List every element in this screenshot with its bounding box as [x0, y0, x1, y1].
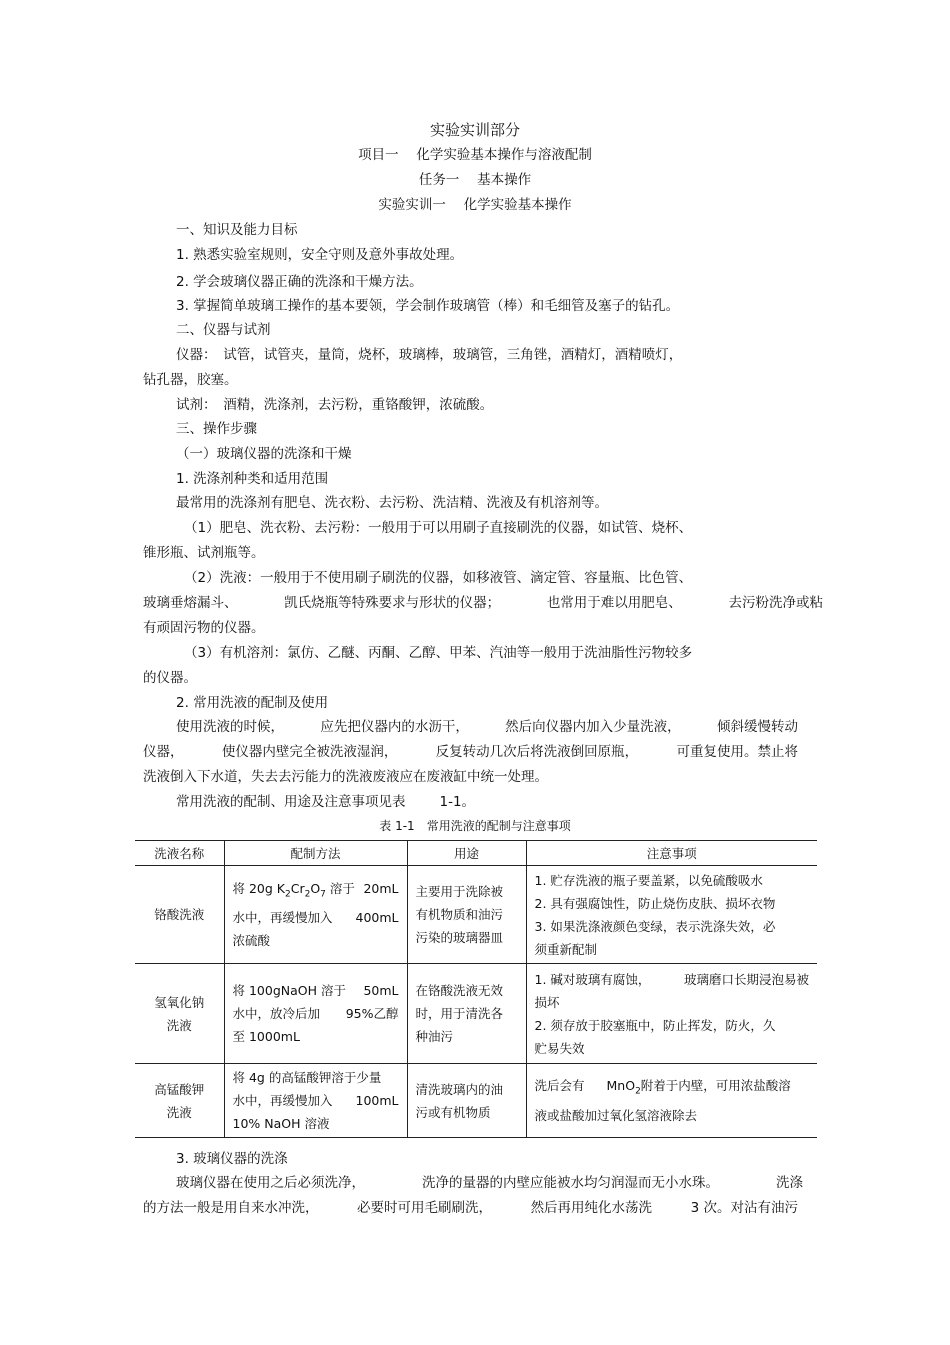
text-line: 1. 贮存洗液的瓶子要盖紧，以免硫酸吸水 [534, 872, 763, 888]
text-span: 将 100gNaOH 溶于 [232, 983, 346, 998]
text-line: 时，用于清洗各 [415, 1006, 504, 1021]
text-line: 有机物质和油污 [415, 907, 504, 922]
text-line: 液或盐酸加过氧化氢溶液除去 [534, 1107, 698, 1123]
text-span: 去污粉洗净或粘 [728, 595, 823, 611]
text-line: 10% NaOH 溶液 [232, 1116, 330, 1131]
paragraph-line: 有顽固污物的仪器。 [143, 620, 265, 636]
paragraph-line: 最常用的洗涤剂有肥皂、洗衣粉、去污粉、洗洁精、洗液及有机溶剂等。 [176, 495, 608, 511]
text-span: 必要时可用毛刷刷洗， [357, 1200, 493, 1216]
solution-name: 氢氧化钠 洗液 [135, 964, 224, 1064]
table-caption: 表 1-1 常用洗液的配制与注意事项 [379, 819, 571, 833]
text-line: 2. 具有强腐蚀性，防止烧伤皮肤、损坏衣物 [534, 895, 776, 911]
text-span: 常用洗液的配制、用途及注意事项见表 [176, 794, 406, 810]
text-span: 洗净的量器的内壁应能被水均匀润湿而无小水珠。 [422, 1175, 719, 1191]
notes-cell [526, 964, 817, 1064]
text-span: 凯氏烧瓶等特殊要求与形状的仪器； [284, 595, 501, 611]
text-span: 也常用于难以用肥皂、 [546, 595, 682, 611]
text-span: 水中，放冷后加 [232, 1006, 321, 1021]
table-row [135, 866, 817, 964]
section-heading: 二、仪器与试剂 [176, 322, 271, 338]
step-title: 2. 常用洗液的配制及使用 [176, 695, 329, 711]
column-header: 用途 [407, 841, 526, 866]
usage-cell [407, 866, 526, 964]
text-line: 种油污 [415, 1029, 454, 1044]
objective-item: 2. 学会玻璃仪器正确的洗涤和干燥方法。 [176, 274, 423, 290]
column-header: 洗液名称 [135, 841, 224, 866]
objective-item: 3. 掌握简单玻璃工操作的基本要领，学会制作玻璃管（棒）和毛细管及塞子的钻孔。 [176, 298, 680, 314]
paragraph-line: （2）洗液：一般用于不使用刷子刷洗的仪器，如移液管、滴定管、容量瓶、比色管、 [184, 570, 693, 586]
column-header: 配制方法 [224, 841, 407, 866]
text-span: 仪器， [143, 744, 184, 760]
preparation-cell [224, 1064, 407, 1138]
text-line: 将 4g 的高锰酸钾溶于少量 [232, 1070, 382, 1085]
table-header-row [135, 841, 817, 866]
text-span: 20mL [363, 880, 399, 896]
instruments-line: 钻孔器，胶塞。 [143, 372, 238, 388]
text-span: 应先把仪器内的水沥干， [320, 719, 469, 735]
paragraph-line: 锥形瓶、试剂瓶等。 [143, 545, 265, 561]
paragraph-line [176, 1174, 803, 1192]
training-title: 实验实训一 化学实验基本操作 [378, 197, 572, 213]
table-ref: 1-1。 [439, 794, 476, 810]
task-title: 任务一 基本操作 [418, 172, 532, 188]
paragraph-line: （3）有机溶剂：氯仿、乙醚、丙酮、乙醇、甲苯、汽油等一般用于洗油脂性污物较多 [184, 645, 693, 661]
text-span: 水中，再缓慢加入 [232, 910, 333, 926]
preparation-cell [224, 964, 407, 1064]
text-line: 在铬酸洗液无效 [415, 983, 504, 998]
text-line: 损坏 [534, 994, 560, 1010]
text-line [233, 906, 399, 929]
text-line [233, 877, 399, 907]
text-line: 3. 如果洗涤液颜色变绿，表示洗涤失效，必 [534, 918, 776, 934]
text-span: 使仪器内壁完全被洗液湿润， [221, 744, 398, 760]
solution-name: 铬酸洗液 [135, 866, 224, 964]
text-span: 反复转动几次后将洗液倒回原瓶， [435, 744, 639, 760]
text-line: 清洗玻璃内的油 [415, 1081, 504, 1097]
text-line: 须重新配制 [534, 941, 598, 957]
subsection-heading: （一）玻璃仪器的洗涤和干燥 [176, 446, 352, 462]
text-span: 水中，再缓慢加入 [232, 1093, 333, 1108]
table-row [135, 1064, 817, 1138]
paragraph-line [143, 594, 823, 612]
text-span: 可重复使用。禁止将 [676, 744, 798, 760]
solution-name: 高锰酸钾 洗液 [135, 1064, 224, 1138]
text-span: 100mL [355, 1093, 399, 1108]
text-span: 3 次。对沾有油污 [690, 1200, 798, 1216]
text-line: 污或有机物质 [415, 1104, 491, 1120]
instruments-line: 仪器： 试管，试管夹，量筒，烧杯，玻璃棒，玻璃管，三角锉，酒精灯，酒精喷灯， [176, 347, 683, 363]
text-span: 然后再用纯化水荡洗 [530, 1200, 653, 1216]
text-line: 洗后会有 MnO$_2$附着于内壁，可用浓盐酸溶 [534, 1078, 791, 1097]
reagents-line: 试剂： 酒精，洗涤剂，去污粉，重铬酸钾，浓硫酸。 [176, 397, 494, 413]
text-span: 使用洗液的时候， [176, 719, 284, 735]
notes-cell [526, 866, 817, 964]
paragraph-line: （1）肥皂、洗衣粉、去污粉：一般用于可以用刷子直接刷洗的仪器，如试管、烧杯、 [184, 520, 693, 536]
section-heading: 三、操作步骤 [176, 421, 257, 437]
text-line [233, 979, 399, 1002]
text-span: 50mL [363, 983, 399, 998]
text-span: 1. 碱对玻璃有腐蚀， [534, 971, 651, 987]
section-heading: 一、知识及能力目标 [176, 222, 298, 238]
text-line [233, 1089, 399, 1112]
text-span: 倾斜缓慢转动 [716, 719, 798, 735]
text-span: 玻璃仪器在使用之后必须洗净， [176, 1175, 365, 1191]
text-line: 至 1000mL [232, 1029, 300, 1044]
text-line: 污染的玻璃器皿 [415, 930, 504, 945]
text-span: 玻璃磨口长期浸泡易被 [683, 971, 809, 987]
paragraph-line [176, 793, 856, 811]
paragraph-line: 的仪器。 [143, 670, 197, 686]
text-line: 主要用于洗除被 [415, 884, 504, 899]
column-header: 注意事项 [526, 841, 817, 866]
text-line: 2. 须存放于胶塞瓶中，防止挥发，防火，久 [534, 1017, 776, 1033]
objective-item: 1. 熟悉实验室规则，安全守则及意外事故处理。 [176, 247, 464, 263]
text-span: 400mL [355, 910, 399, 926]
text-span: 玻璃垂熔漏斗、 [143, 595, 238, 611]
text-span: 将 20g $K_2Cr_2O_7$ 溶于 [232, 880, 355, 900]
project-title: 项目一 化学实验基本操作与溶液配制 [358, 147, 592, 163]
text-span: 然后向仪器内加入少量洗液， [505, 719, 681, 735]
washing-solution-table [135, 840, 817, 1138]
paragraph-line [143, 743, 798, 761]
text-line [535, 968, 810, 991]
text-line: 浓硫酸 [232, 933, 271, 949]
usage-cell [407, 1064, 526, 1138]
text-line: 贮易失效 [534, 1040, 585, 1056]
preparation-cell [224, 866, 407, 964]
table-row [135, 964, 817, 1064]
paragraph-line: 洗液倒入下水道，失去去污能力的洗液废液应在废液缸中统一处理。 [143, 769, 548, 785]
step-title: 3. 玻璃仪器的洗涤 [176, 1151, 288, 1167]
usage-cell [407, 964, 526, 1064]
text-span: 95%乙醇 [345, 1006, 399, 1021]
text-line [233, 1002, 399, 1025]
step-title: 1. 洗涤剂种类和适用范围 [176, 471, 329, 487]
paragraph-line [143, 1199, 798, 1217]
text-span: 洗涤 [776, 1175, 803, 1191]
paragraph-line [176, 718, 798, 736]
text-span: 的方法一般是用自来水冲洗， [143, 1200, 319, 1216]
main-title: 实验实训部分 [429, 121, 520, 139]
notes-cell [526, 1064, 817, 1138]
